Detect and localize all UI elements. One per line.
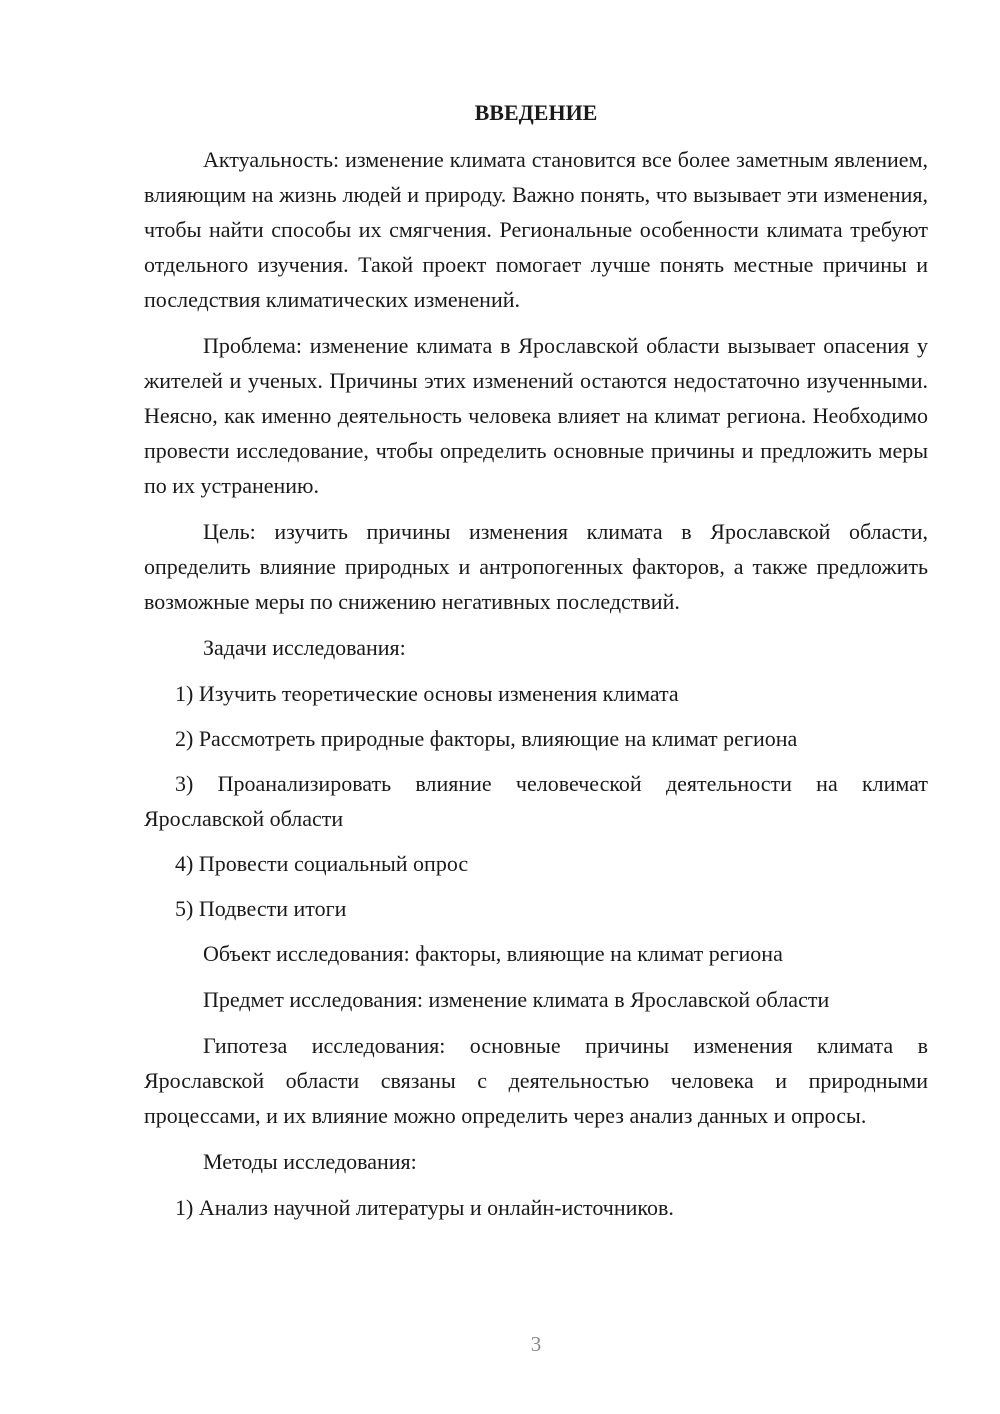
hypothesis-paragraph: Гипотеза исследования: основные причины изменения климата в Ярославской области связаны с деятельностью человека и природными процессами, и их влияние можно определить через анализ данных и опросы. bbox=[144, 1033, 928, 1128]
section-heading: ВВЕДЕНИЕ bbox=[474, 100, 598, 125]
task-item: 3) Проанализировать влияние человеческой деятельности на климат Ярославской области bbox=[144, 771, 928, 831]
page-content bbox=[144, 95, 928, 1235]
task-item: 2) Рассмотреть природные факторы, влияющие на климат региона bbox=[175, 726, 798, 751]
problem-paragraph: Проблема: изменение климата в Ярославской области вызывает опасения у жителей и ученых. Причины этих изменений остаются недостаточно изученными. Неясно, как именно деятельность человека влияет на климат региона. Необходимо провести исследование, чтобы определить основные причины и предложить меры по их устранению. bbox=[144, 333, 928, 498]
task-item: 4) Провести социальный опрос bbox=[175, 851, 469, 876]
subject-paragraph: Предмет исследования: изменение климата в Ярославской области bbox=[203, 987, 830, 1012]
object-paragraph: Объект исследования: факторы, влияющие на климат региона bbox=[203, 941, 783, 966]
tasks-label: Задачи исследования: bbox=[203, 635, 406, 660]
method-item: 1) Анализ научной литературы и онлайн-источников. bbox=[175, 1195, 674, 1220]
goal-paragraph: Цель: изучить причины изменения климата в Ярославской области, определить влияние природных и антропогенных факторов, а также предложить возможные меры по снижению негативных последствий. bbox=[144, 519, 928, 614]
task-item: 1) Изучить теоретические основы изменения климата bbox=[175, 681, 679, 706]
methods-label: Методы исследования: bbox=[203, 1149, 417, 1174]
relevance-paragraph: Актуальность: изменение климата становится все более заметным явлением, влияющим на жизнь людей и природу. Важно понять, что вызывает эти изменения, чтобы найти способы их смягчения. Региональные особенности климата требуют отдельного изучения. Такой проект помогает лучше понять местные причины и последствия климатических изменений. bbox=[144, 147, 928, 312]
task-item: 5) Подвести итоги bbox=[175, 896, 347, 921]
page-number: 3 bbox=[530, 1332, 542, 1356]
